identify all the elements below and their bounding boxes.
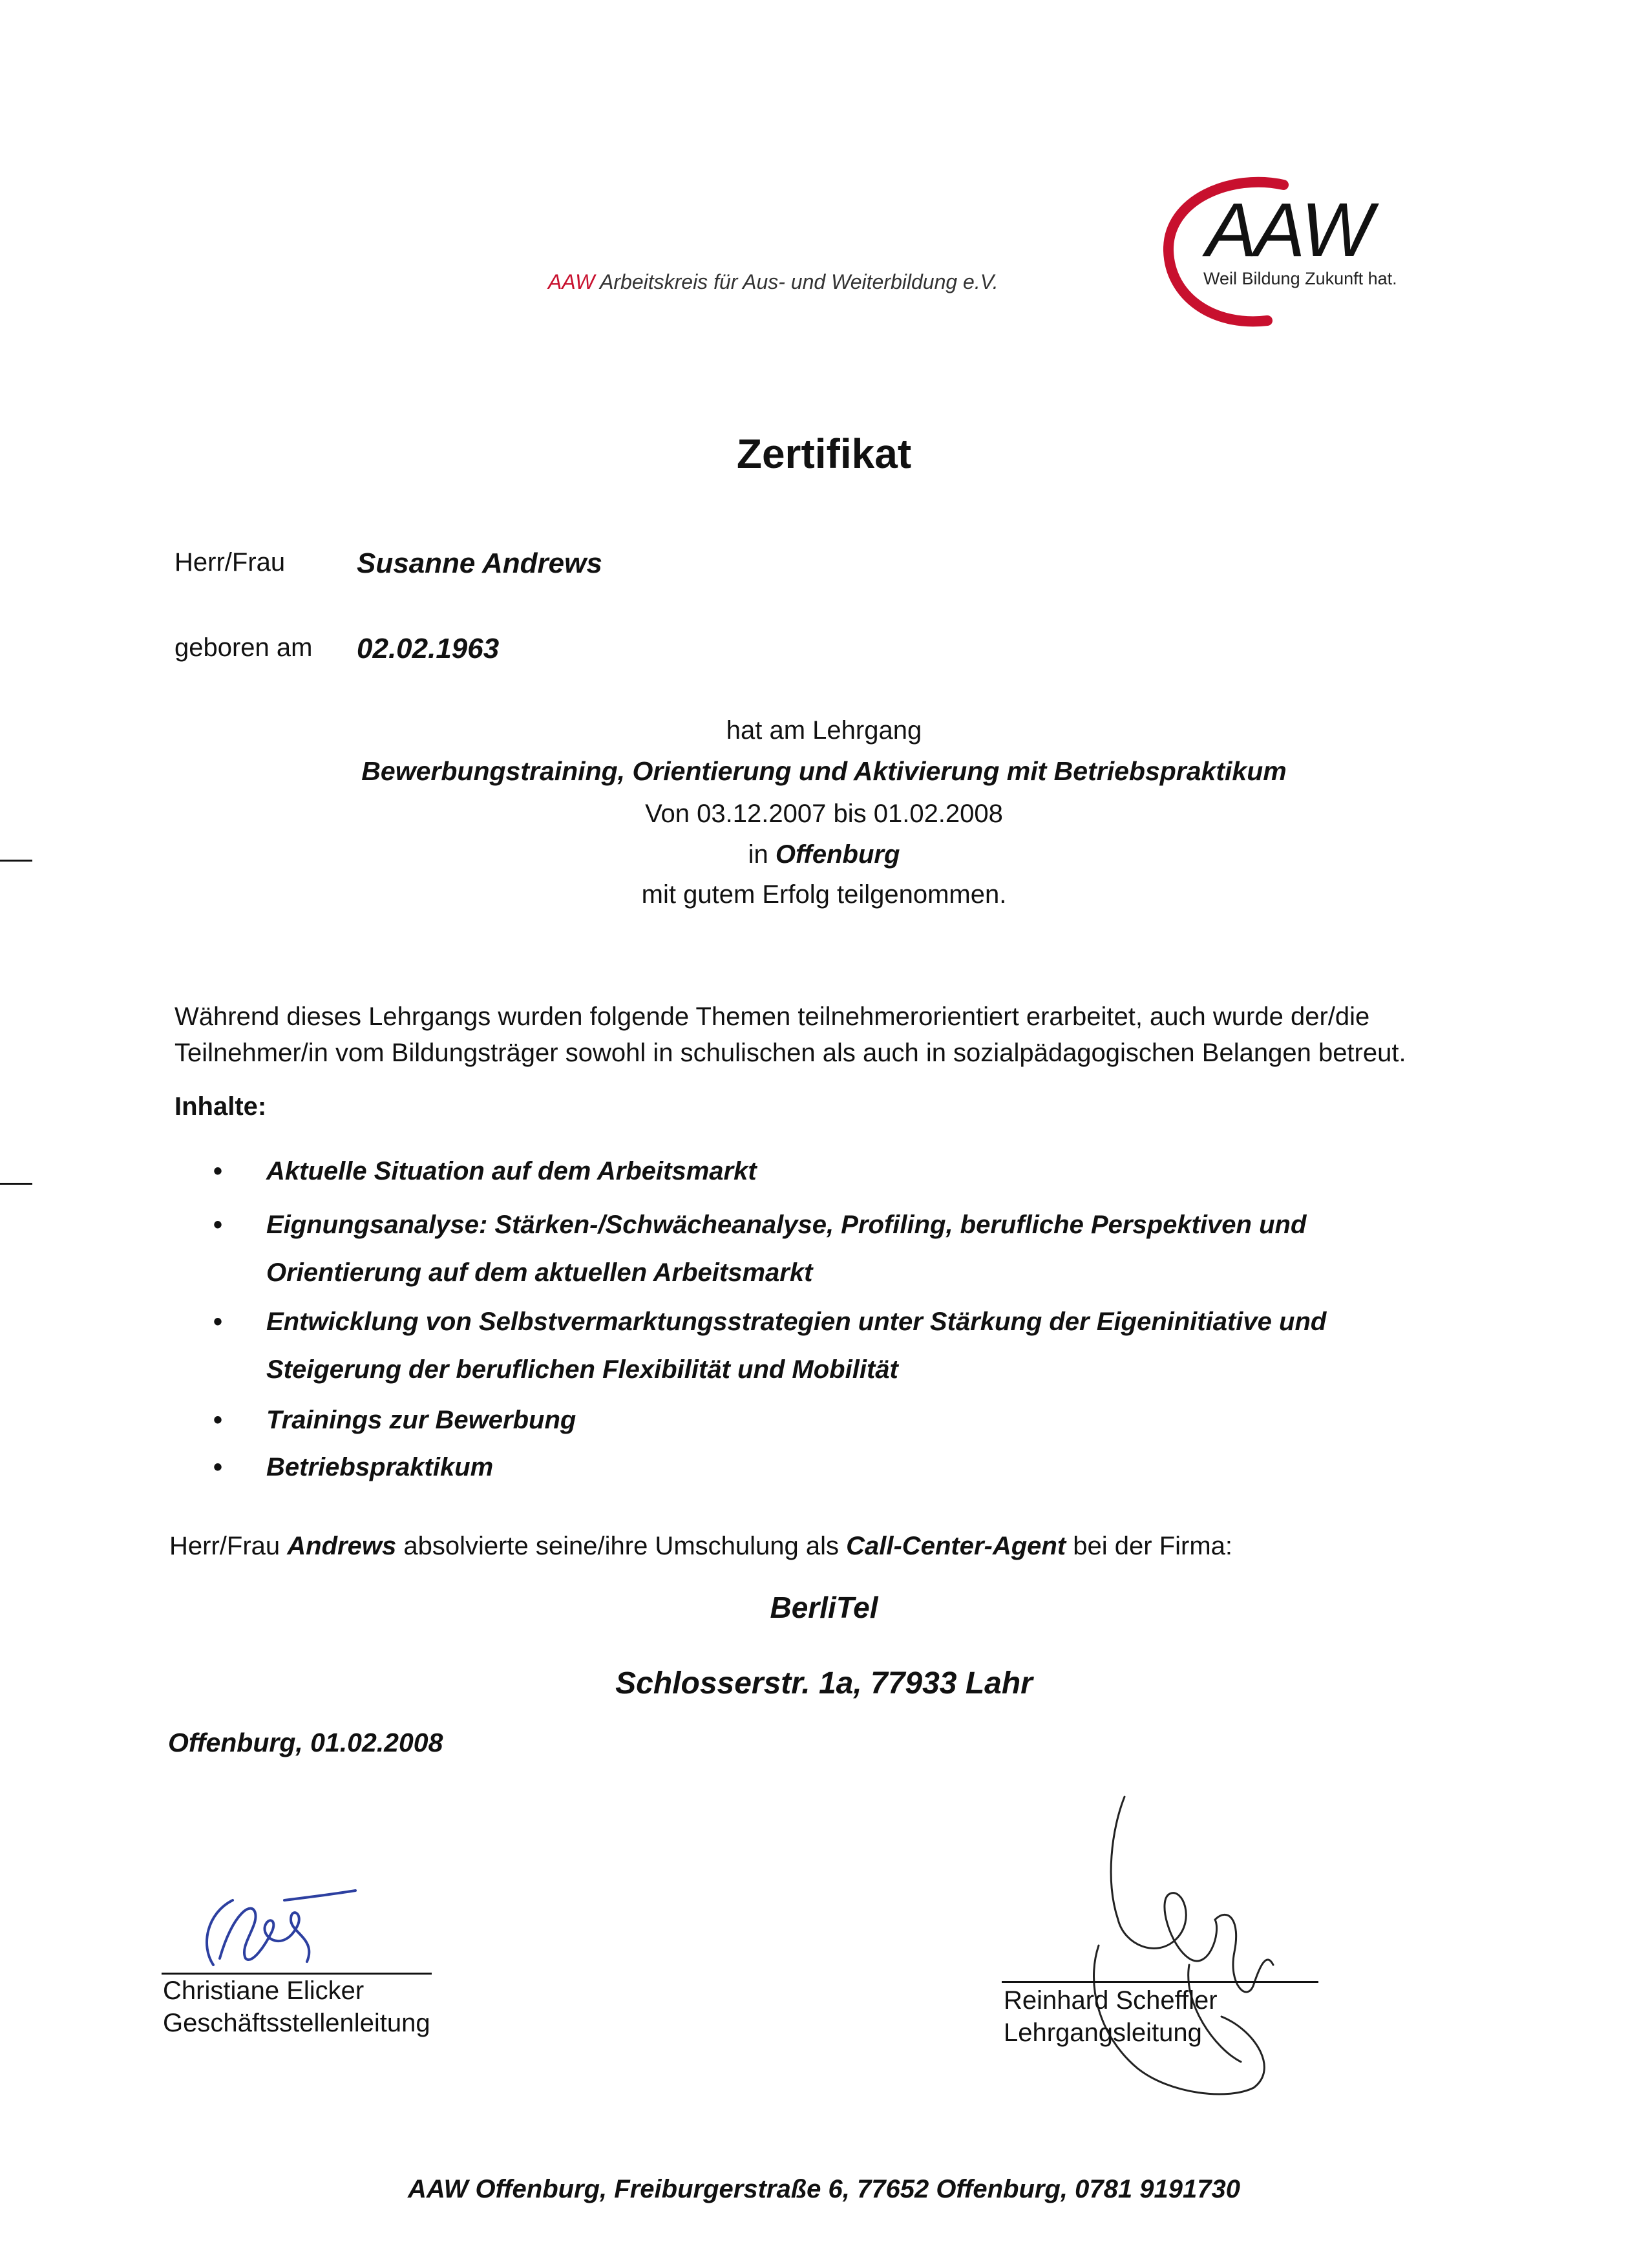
internship-prefix: Herr/Frau — [169, 1532, 280, 1560]
body-paragraph: Während dieses Lehrgangs wurden folgende Themen teilnehmerorientiert erarbeitet, auch wurde der/die Teilnehmer/in vom Bildungsträger sowohl in schulischen als auch in sozialpädagogischen Belangen betreut. — [174, 1002, 1406, 1067]
document-title: Zertifikat — [736, 430, 912, 477]
salutation-label: Herr/Frau — [174, 548, 286, 577]
signer-right-role: Lehrgangsleitung — [1004, 2019, 1202, 2047]
bullet-icon: • — [213, 1453, 223, 1481]
person-name: Susanne Andrews — [357, 547, 602, 579]
fold-mark-bottom — [0, 1183, 32, 1185]
course-intro: hat am Lehrgang — [726, 716, 922, 745]
course-place-prefix: in — [748, 840, 768, 869]
signature-line-right — [1002, 1981, 1318, 1983]
company-address: Schlosserstr. 1a, 77933 Lahr — [615, 1666, 1033, 1701]
logo-tagline: Weil Bildung Zukunft hat. — [1203, 269, 1397, 288]
organization-line — [548, 270, 998, 294]
list-item-text: Betriebspraktikum — [266, 1453, 494, 1481]
contents-heading: Inhalte: — [174, 1092, 267, 1121]
footer-address: AAW Offenburg, Freiburgerstraße 6, 77652 Offenburg, 0781 9191730 — [408, 2175, 1240, 2203]
organization-abbreviation: AAW — [548, 270, 595, 293]
bullet-icon: • — [213, 1406, 223, 1434]
internship-sentence — [169, 1532, 1232, 1561]
course-result: mit gutem Erfolg teilgenommen. — [641, 880, 1007, 909]
organization-name: Arbeitskreis für Aus- und Weiterbildung e.V. — [600, 270, 998, 293]
bullet-icon: • — [213, 1157, 223, 1185]
course-place-line — [0, 840, 1648, 869]
signer-right-name: Reinhard Scheffler — [1004, 1986, 1218, 2015]
internship-role: Call-Center-Agent — [846, 1532, 1066, 1560]
course-period: Von 03.12.2007 bis 01.02.2008 — [645, 800, 1003, 828]
company-name: BerliTel — [770, 1591, 878, 1624]
course-name: Bewerbungstraining, Orientierung und Aktivierung mit Betriebspraktikum — [361, 756, 1287, 786]
signer-left-role: Geschäftsstellenleitung — [163, 2009, 430, 2037]
internship-suffix: bei der Firma: — [1073, 1532, 1233, 1560]
aaw-logo — [1154, 167, 1426, 328]
list-item-text-continued: Steigerung der beruflichen Flexibilität und Mobilität — [266, 1355, 898, 1384]
birth-date-label: geboren am — [174, 633, 313, 662]
list-item-text: Aktuelle Situation auf dem Arbeitsmarkt — [266, 1157, 757, 1185]
bullet-icon: • — [213, 1211, 223, 1239]
bullet-icon: • — [213, 1308, 223, 1336]
logo-text: AAW — [1206, 187, 1371, 273]
list-item-text: Trainings zur Bewerbung — [266, 1406, 576, 1434]
list-item-text: Entwicklung von Selbstvermarktungsstrategien unter Stärkung der Eigeninitiative und — [266, 1308, 1327, 1336]
course-place: Offenburg — [775, 840, 900, 869]
signature-right-scribble — [1060, 1790, 1293, 2114]
signature-left-scribble — [194, 1887, 362, 1978]
place-and-date: Offenburg, 01.02.2008 — [168, 1728, 443, 1757]
list-item-text: Eignungsanalyse: Stärken-/Schwächeanalyse, Profiling, berufliche Perspektiven und — [266, 1211, 1307, 1239]
birth-date: 02.02.1963 — [357, 633, 500, 664]
internship-middle: absolvierte seine/ihre Umschulung als — [403, 1532, 839, 1560]
list-item-text-continued: Orientierung auf dem aktuellen Arbeitsmarkt — [266, 1258, 813, 1287]
internship-surname: Andrews — [287, 1532, 397, 1560]
signer-left-name: Christiane Elicker — [163, 1977, 364, 2005]
